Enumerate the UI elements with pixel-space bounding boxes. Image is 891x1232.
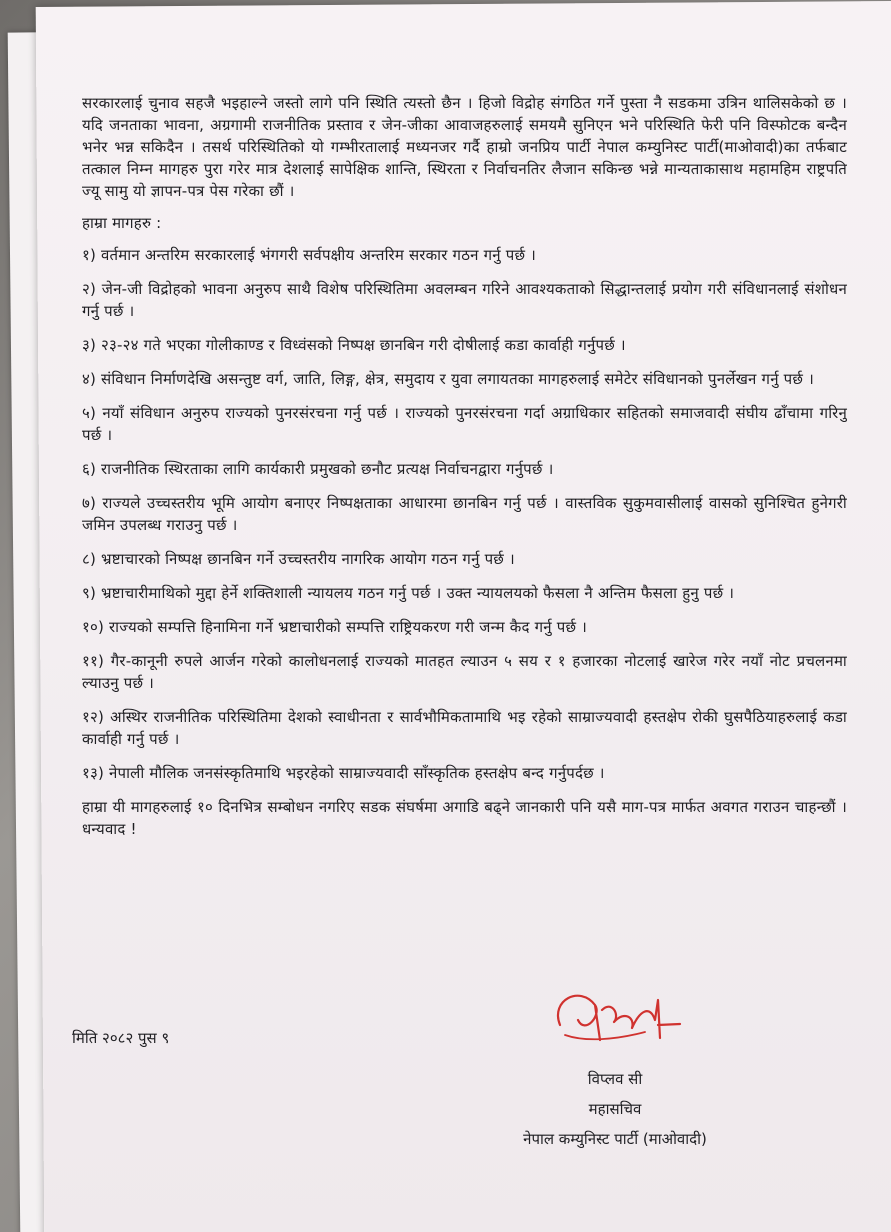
demand-item: ९) भ्रष्टाचारीमाथिको मुद्दा हेर्ने शक्तिशाली न्यायलय गठन गर्नु पर्छ । उक्त न्यायलयको फैसला नै अन्तिम फैसला हुनु पर्छ ।	[82, 584, 735, 602]
signatory-organization: नेपाल कम्युनिस्ट पार्टी (माओवादी)	[523, 1130, 707, 1148]
handwritten-signature	[540, 980, 690, 1060]
signatory-name: विप्लव सी	[587, 1070, 643, 1088]
closing-paragraph: हाम्रा यी मागहरुलाई १० दिनभित्र सम्बोधन नगरिए सडक संघर्षमा अगाडि बढ्ने जानकारी पनि यसै माग-पत्र मार्फत अवगत गराउन चाहन्छौं । धन्यवाद !	[82, 798, 847, 838]
demand-item: १०) राज्यको सम्पत्ति हिनामिना गर्ने भ्रष्टाचारीको सम्पत्ति राष्ट्रियकरण गरी जन्म कैद गर्नु पर्छ ।	[82, 618, 588, 636]
demand-item: १३) नेपाली मौलिक जनसंस्कृतिमाथि भइरहेको साम्राज्यवादी साँस्कृतिक हस्तक्षेप बन्द गर्नुपर्दछ ।	[82, 764, 605, 782]
demand-item: ५) नयाँ संविधान अनुरुप राज्यको पुनरसंरचना गर्नु पर्छ । राज्यको पुनरसंरचना गर्दा अग्राधिकार सहितको समाजवादी संघीय ढाँचामा गरिनु पर्छ ।	[82, 404, 847, 444]
demand-item: ६) राजनीतिक स्थिरताका लागि कार्यकारी प्रमुखको छनौट प्रत्यक्ष निर्वाचनद्वारा गर्नुपर्छ ।	[82, 460, 554, 478]
demand-item: १) वर्तमान अन्तरिम सरकारलाई भंगगरी सर्वपक्षीय अन्तरिम सरकार गठन गर्नु पर्छ ।	[82, 246, 537, 264]
demand-item: ४) संविधान निर्माणदेखि असन्तुष्ट वर्ग, जाति, लिङ्ग, क्षेत्र, समुदाय र युवा लगायतका मागहरुलाई समेटेर संविधानको पुनर्लेखन गर्नु पर्छ ।	[82, 370, 814, 388]
demand-item: ११) गैर-कानूनी रुपले आर्जन गरेको कालोधनलाई राज्यको मातहत ल्याउन ५ सय र १ हजारका नोटलाई खारेज गरेर नयाँ नोट प्रचलनमा ल्याउनु पर्छ ।	[82, 652, 847, 692]
signature-block	[470, 980, 760, 1154]
intro-paragraph: सरकारलाई चुनाव सहजै भइहाल्ने जस्तो लागे पनि स्थिति त्यस्तो छैन । हिजो विद्रोह संगठित गर्ने पुस्ता नै सडकमा उत्रिन थालिसकेको छ । यदि जनताका भावना, अग्रगामी राजनीतिक प्रस्ताव र जेन-जीका आवाजहरुलाई समयमै सुनिएन भने परिस्थिति फेरी पनि विस्फोटक बन्दैन भनेर भन्न सकिदैन । तसर्थ परिस्थितिको यो गम्भीरतालाई मध्यनजर गर्दै हाम्रो जनप्रिय पार्टी नेपाल कम्युनिस्ट पार्टी(माओवादी)का तर्फबाट तत्काल निम्न मागहरु पुरा गरेर मात्र देशलाई सापेक्षिक शान्ति, स्थिरता र निर्वाचनतिर लैजान सकिन्छ भन्ने मान्यताकासाथ महामहिम राष्ट्रपति ज्यू सामु यो ज्ञापन-पत्र पेस गरेका छौं ।	[82, 94, 847, 200]
letter-body	[82, 92, 847, 840]
demand-item: ८) भ्रष्टाचारको निष्पक्ष छानबिन गर्ने उच्चस्तरीय नागरिक आयोग गठन गर्नु पर्छ ।	[82, 550, 515, 568]
demand-item: ३) २३-२४ गते भएका गोलीकाण्ड र विध्वंसको निष्पक्ष छानबिन गरी दोषीलाई कडा कार्वाही गर्नुपर्छ ।	[82, 336, 626, 354]
demand-item: २) जेन-जी विद्रोहको भावना अनुरुप साथै विशेष परिस्थितिमा अवलम्बन गरिने आवश्यकताको सिद्धान्तलाई प्रयोग गरी संविधानलाई संशोधन गर्नु पर्छ ।	[82, 280, 847, 320]
signatory-title: महासचिव	[588, 1100, 642, 1118]
demand-item: १२) अस्थिर राजनीतिक परिस्थितिमा देशको स्वाधीनता र सार्वभौमिकतामाथि भइ रहेको साम्राज्यवादी हस्तक्षेप रोकी घुसपैठियाहरुलाई कडा कार्वाही गर्नु पर्छ ।	[82, 708, 847, 748]
letter-date: मिति २०८२ पुस ९	[72, 1029, 170, 1047]
demands-heading: हाम्रा मागहरु :	[82, 214, 162, 232]
demand-item: ७) राज्यले उच्चस्तरीय भूमि आयोग बनाएर निष्पक्षताका आधारमा छानबिन गर्नु पर्छ । वास्तविक सुकुमवासीलाई वासको सुनिश्चित हुनेगरी जमिन उपलब्ध गराउनु पर्छ ।	[82, 494, 847, 534]
